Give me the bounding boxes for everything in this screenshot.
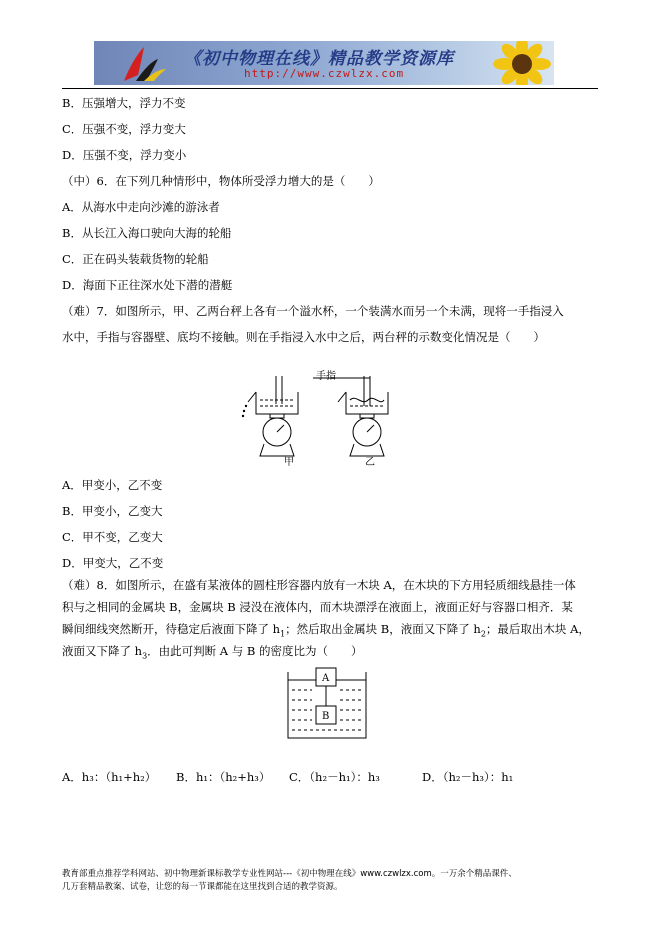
q8-block-a-label: A xyxy=(322,673,330,684)
q8-stem-line3: 瞬间细线突然断开，待稳定后液面下降了 $h_1$；然后取出金属块 B，液面又下降了 $h_2$；最后取出木块 A， xyxy=(62,622,590,639)
q7-label-jia: 甲 xyxy=(284,457,294,468)
q5-option-b: B．压强增大，浮力不变 xyxy=(62,96,186,110)
q7-figure xyxy=(238,372,408,462)
q8-option-b: B．h₁：（h₂+h₃） xyxy=(176,770,271,784)
site-logo-icon xyxy=(114,41,174,85)
q8-stem-line1: （难）8．如图所示，在盛有某液体的圆柱形容器内放有一木块 A，在木块的下方用轻质细线悬挂一体 xyxy=(62,578,576,592)
q8-option-d: D．（h₂－h₃）：h₁ xyxy=(422,770,514,784)
q7-stem-line2: 水中，手指与容器壁、底均不接触。则在手指浸入水中之后，两台秤的示数变化情况是（ ） xyxy=(62,330,545,344)
footer-line2: 几万套精品教案、试卷，让您的每一节课都能在这里找到合适的教学资源。 xyxy=(62,882,343,892)
header-banner xyxy=(94,41,554,85)
q8-figure xyxy=(286,664,370,742)
q8-option-a: A．h₃：（h₁+h₂） xyxy=(62,770,157,784)
q6-stem: （中）6．在下列几种情形中，物体所受浮力增大的是（ ） xyxy=(62,174,380,188)
q6-option-d: D．海面下正往深水处下潜的潜艇 xyxy=(62,278,233,292)
q5-option-d: D．压强不变，浮力变小 xyxy=(62,148,187,162)
q8-block-b-label: B xyxy=(322,711,330,722)
q6-option-b: B．从长江入海口驶向大海的轮船 xyxy=(62,226,232,240)
q7-option-b: B．甲变小，乙变大 xyxy=(62,504,163,518)
q7-option-c: C．甲不变，乙变大 xyxy=(62,530,163,544)
q7-option-d: D．甲变大，乙不变 xyxy=(62,556,164,570)
q7-finger-label: 手指 xyxy=(316,371,336,382)
q7-stem-line1: （难）7．如图所示，甲、乙两台秤上各有一个溢水杯，一个装满水而另一个未满，现将一手指浸入 xyxy=(62,304,564,318)
banner-title: 《初中物理在线》精品教学资源库 xyxy=(184,49,454,69)
q8-option-c: C．（h₂－h₁）：h₃ xyxy=(289,770,380,784)
banner-url[interactable]: http://www.czwlzx.com xyxy=(244,67,405,80)
q8-stem-line2: 积与之相同的金属块 B，金属块 B 浸没在液体内，而木块漂浮在液面上，液面正好与容器口相齐．某 xyxy=(62,600,573,614)
q5-option-c: C．压强不变，浮力变大 xyxy=(62,122,186,136)
footer-line1: 教育部重点推荐学科网站、初中物理新课标教学专业性网站---《初中物理在线》www.czwlzx.com。一万余个精品课件、 xyxy=(62,869,517,879)
header-rule xyxy=(62,88,598,89)
q6-option-c: C．正在码头装载货物的轮船 xyxy=(62,252,209,266)
q7-option-a: A．甲变小，乙不变 xyxy=(62,478,163,492)
sunflower-icon xyxy=(484,41,554,85)
q8-stem-line4: 液面又下降了 $h_3$．由此可判断 A 与 B 的密度比为（ ） xyxy=(62,644,363,661)
q6-option-a: A．从海水中走向沙滩的游泳者 xyxy=(62,200,220,214)
q7-label-yi: 乙 xyxy=(365,457,375,468)
